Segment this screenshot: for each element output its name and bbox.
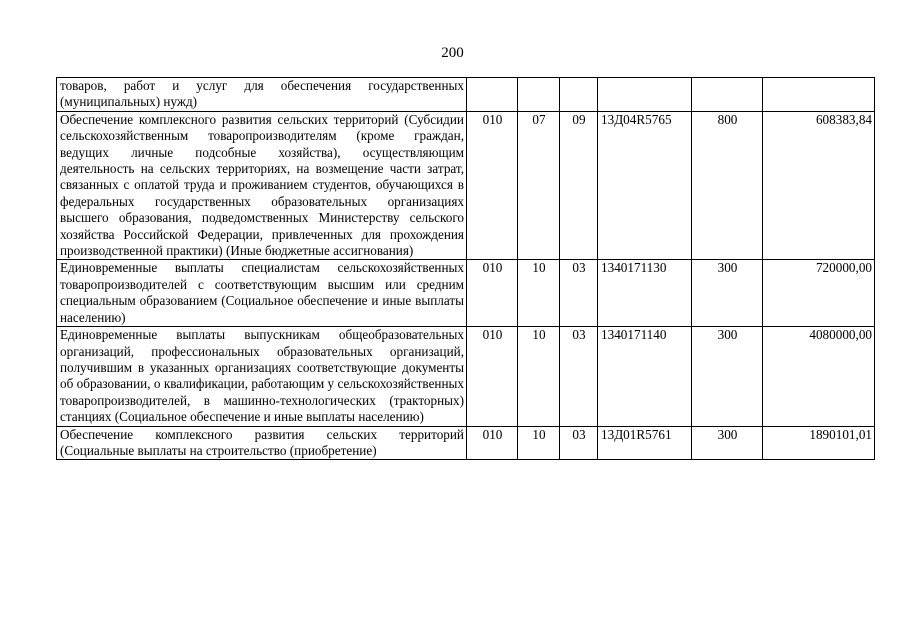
row-description: Обеспечение комплексного развития сельских территорий (Субсидии сельскохозяйственным товаропроизводителям (кроме граждан, ведущих личные подсобные хозяйства), осуществляющим деятельность на сельских территориях, на возмещение части затрат, связанных с оплатой труда и проживанием студентов, обучающихся в федеральных государственных образовательных организациях высшего образования, подведомственных Министерству сельского хозяйства Российской Федерации, привлеченных для прохождения производственной практики) (Иные бюджетные ассигнования) (57, 111, 467, 260)
subsection-code (560, 78, 598, 112)
subsection-code: 09 (560, 111, 598, 260)
expense-type-code: 800 (692, 111, 763, 260)
target-article-code (598, 78, 692, 112)
table-row (57, 78, 875, 112)
budget-table (56, 77, 875, 460)
target-article-code: 13Д04R5765 (598, 111, 692, 260)
page-number: 200 (441, 45, 464, 61)
subsection-code: 03 (560, 327, 598, 426)
target-article-code: 13Д01R5761 (598, 426, 692, 459)
table-row (57, 260, 875, 327)
row-description: товаров, работ и услуг для обеспечения государственных (муниципальных) нужд) (57, 78, 467, 112)
table-row (57, 426, 875, 459)
table-row (57, 111, 875, 260)
expense-type-code: 300 (692, 426, 763, 459)
section-code: 07 (518, 111, 560, 260)
ministry-code (467, 78, 518, 112)
ministry-code: 010 (467, 426, 518, 459)
section-code (518, 78, 560, 112)
ministry-code: 010 (467, 111, 518, 260)
row-description-text: Обеспечение комплексного развития сельских территорий (Социальные выплаты на строительство (приобретение) (60, 426, 464, 458)
amount: 608383,84 (763, 111, 875, 260)
target-article-code: 1340171140 (598, 327, 692, 426)
expense-type-code (692, 78, 763, 112)
section-code: 10 (518, 426, 560, 459)
ministry-code: 010 (467, 327, 518, 426)
target-article-code: 1340171130 (598, 260, 692, 327)
row-description: Единовременные выплаты специалистам сельскохозяйственных товаропроизводителей с соответствующим высшим или средним специальным образованием (Социальное обеспечение и иные выплаты населению) (57, 260, 467, 327)
expense-type-code: 300 (692, 327, 763, 426)
amount: 1890101,01 (763, 426, 875, 459)
table-row (57, 327, 875, 426)
row-description: Единовременные выплаты выпускникам общеобразовательных организаций, профессиональных образовательных организаций, получившим в указанных организациях соответствующие документы об образовании, о квалификации, работающим у сельскохозяйственных товаропроизводителей, в машинно-технологических (тракторных) станциях (Социальное обеспечение и иные выплаты населению) (57, 327, 467, 426)
amount: 720000,00 (763, 260, 875, 327)
section-code: 10 (518, 260, 560, 327)
amount: 4080000,00 (763, 327, 875, 426)
row-description (57, 426, 467, 459)
subsection-code: 03 (560, 260, 598, 327)
subsection-code: 03 (560, 426, 598, 459)
section-code: 10 (518, 327, 560, 426)
amount (763, 78, 875, 112)
expense-type-code: 300 (692, 260, 763, 327)
ministry-code: 010 (467, 260, 518, 327)
